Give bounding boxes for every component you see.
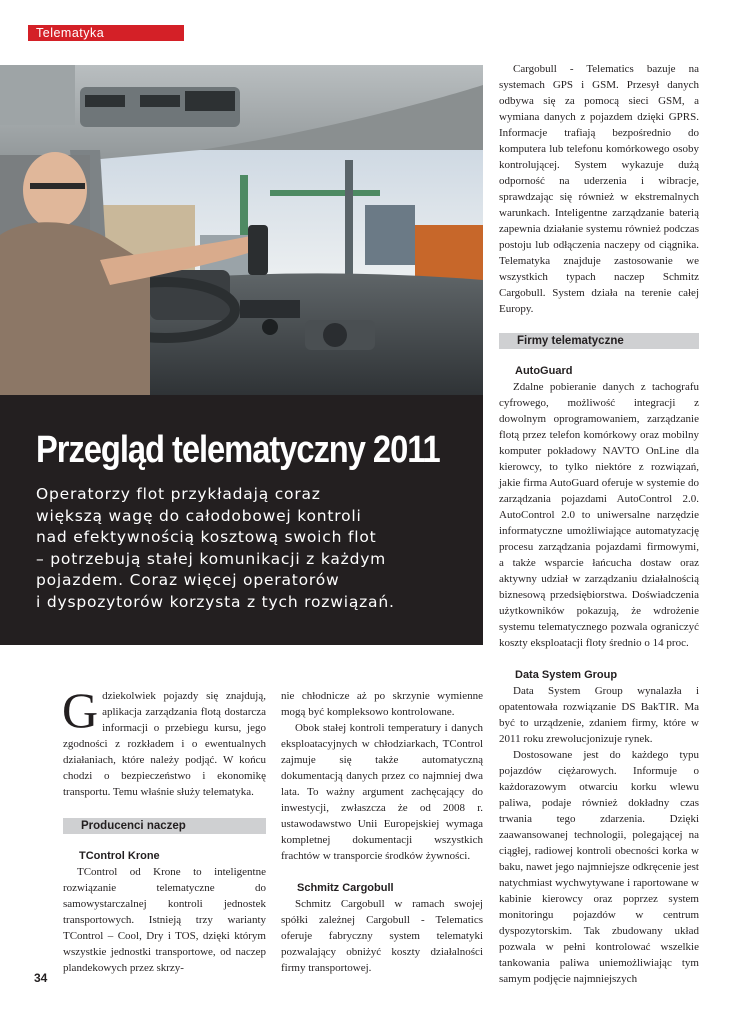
paragraph-tcontrol: TControl od Krone to inteligentne rozwiązanie telematyczne do samowystarczalnej kontroli jednostek transportowych. Istnieją trzy warianty TControl – Cool, Dry i TOS, dzięki którym wszystkie jednostki transportowe, od naczep plandekowych przez skrzy- xyxy=(63,866,266,974)
page-number: 34 xyxy=(34,971,48,985)
box-heading-producers: Producenci naczep xyxy=(63,818,266,834)
column-3 xyxy=(499,61,699,987)
paragraph: Obok stałej kontroli temperatury i danych eksploatacyjnych w chłodziarkach, TControl zajmuje się także automatyczną dokumentacją danych przez co najmniej dwa lata. To ważny argument zachęcający do inwestycji, zwłaszcza że od 2008 r. ustawodawstwo Unii Europejskiej wymaga kompletnej dokumentacji wszystkich frachtów w transporcie środków żywności. xyxy=(281,722,483,862)
drop-cap: G xyxy=(62,682,99,738)
article-title: Przegląd telematyczny 2011 xyxy=(36,429,440,471)
paragraph: nie chłodnicze aż po skrzynie wymienne mogą być kompleksowo kontrolowane. xyxy=(281,690,483,718)
paragraph-autoguard: Zdalne pobieranie danych z tachografu cyfrowego, możliwość integracji z dowolnym oprogramowaniem, zarządzanie flotą przez telefon komórkowy oraz mobilny komputer pokładowy NAVTO OnLine dla kierowcy, to tylko niektóre z rozwiązań, jakie firma AutoGuard oferuje w systemie do zarządzania pojazdami AutoControl 2.0. AutoControl 2.0 to uniwersalne narzędzie informatyczne umożliwiające automatyzację procesu zarządzania pojazdami firmowymi, a także wsparcie łańcucha dostaw oraz aktywny udział w zarządzaniu działalnością biznesową przedsiębiorstwa. Doświadczenia użytkowników pokazują, że wdrożenie systemu telematycznego pozwala ograniczyć koszty eksploatacji floty średnio o 14 proc. xyxy=(499,381,699,649)
paragraph: Dostosowane jest do każdego typu pojazdów ciężarowych. Informuje o każdorazowym otwarciu korku wlewu paliwa, podaje również dokładny czas trwania tego zdarzenia. Dzięki zaawansowanej technologii, polegającej na ciągłej, radiowej kontroli obecności korka w baku, nawet jego najmniejsze odkręcenie jest natychmiast wychwytywane i raportowane w kabinie kierowcy oraz poprzez system monitoringu pojazdów w centrum dyspozytorskim. Tak zbudowany układ pozwala w pełni kontrolować wszelkie tankowania paliwa uniemożliwiając tym samym podjęcie najmniejszych xyxy=(499,749,699,985)
intro-paragraph xyxy=(62,682,266,800)
truck-cabin-photo xyxy=(0,65,483,395)
heading-autoguard: AutoGuard xyxy=(515,365,573,377)
column-2 xyxy=(281,688,483,976)
lead-line: większą wagę do całodobowej kontroli xyxy=(36,506,362,525)
lead-paragraph xyxy=(36,484,476,613)
lead-line: Operatorzy flot przykładają coraz xyxy=(36,485,321,503)
heading-data-system-group: Data System Group xyxy=(515,669,618,681)
intro-text: dziekolwiek pojazdy się znajdują, aplikacja zarządzania flotą dostarcza informacji o przebiegu kursu, jego zgodności z rozkładem i o ewentualnych działaniach, które należy podjąć. W końcu chodzi o bezpieczeństwo i ekonomikę transportu. Temu właśnie służy telematyka. xyxy=(63,690,266,798)
paragraph: Data System Group wynalazła i opatentowała rozwiązanie DS BakTIR. Ma być to urządzenie, zdaniem firmy, które w 2011 roku zrewolucjonizuje rynek. xyxy=(499,685,699,745)
heading-schmitz: Schmitz Cargobull xyxy=(297,882,394,894)
column-1 xyxy=(62,682,266,976)
paragraph: Cargobull - Telematics bazuje na systemach GPS i GSM. Przesył danych odbywa się za pomocą sieci GSM, a wymiana danych z pojazdem dzięki GPRS. Informacje trafiają bezpośrednio do komputera lub telefonu komórkowego osoby kontrolującej. System wykazuje dużą odporność na uderzenia i wibracje, sprawdzając się również w ekstremalnych warunkach. Inteligentne zarządzanie baterią zapewnia działanie systemu również podczas postoju lub odłączenia naczepy od ciągnika. Telematyka znajduje zastosowanie we wszystkich typach naczep Schmitz Cargobull. System działa na terenie całej Europy. xyxy=(499,63,699,315)
paragraph: Schmitz Cargobull w ramach swojej spółki zależnej Cargobull - Telematics oferuje fabryczny system telematyki pozwalający obniżyć koszty działalności firmy transportowej. xyxy=(281,898,483,974)
lead-line: nad efektywnością kosztową swoich flot xyxy=(36,528,377,546)
lead-line: pojazdem. Coraz więcej operatorów xyxy=(36,571,340,589)
section-tag: Telematyka xyxy=(28,25,184,41)
box-heading-telematics-firms: Firmy telematyczne xyxy=(499,333,699,349)
lead-line: i dyspozytorów korzysta z tych rozwiązań. xyxy=(36,592,395,611)
lead-line: – potrzebują stałej komunikacji z każdym xyxy=(36,549,387,568)
heading-tcontrol: TControl Krone xyxy=(79,850,160,862)
